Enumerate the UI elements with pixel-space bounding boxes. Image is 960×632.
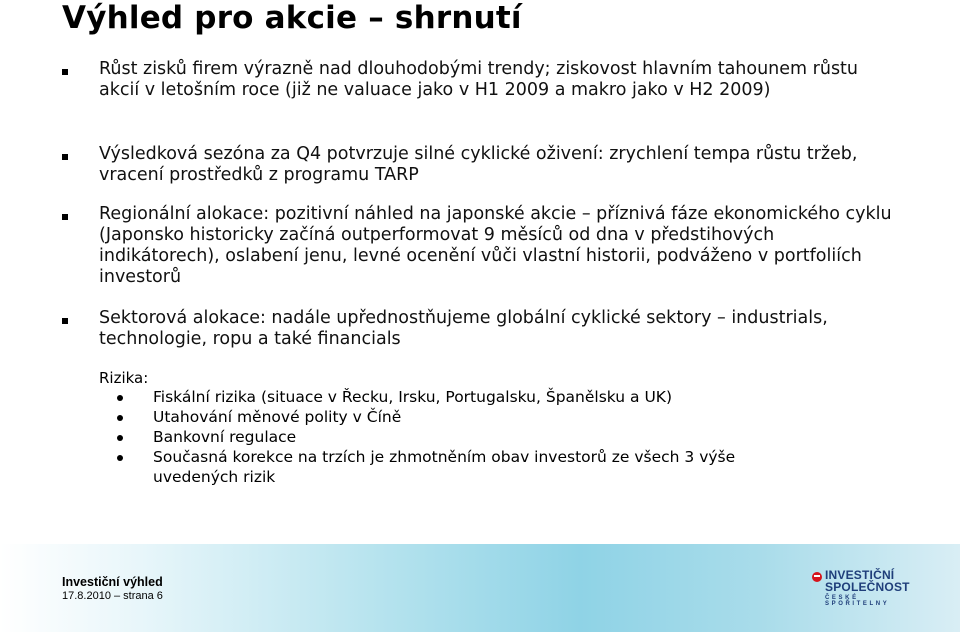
company-logo	[812, 567, 912, 607]
logo-mark-icon	[812, 572, 822, 582]
logo-text-line3: ČESKÉ SPOŘITELNY	[825, 595, 890, 607]
bullet-text: Sektorová alokace: nadále upřednostňujeme globální cyklické sektory – industrials, technologie, ropu a také financials	[99, 308, 828, 349]
footer-title: Investiční výhled	[62, 575, 163, 589]
logo-text-line1: INVESTIČNÍ	[825, 568, 895, 582]
risk-text: Současná korekce na trzích je zhmotněním obav investorů ze všech 3 výše uvedených rizik	[153, 448, 736, 486]
footer-date-page: 17.8.2010 – strana 6	[62, 590, 163, 602]
footer-band	[0, 544, 960, 632]
square-bullet-icon	[62, 154, 68, 160]
bullet-text: Výsledková sezóna za Q4 potvrzuje silné cyklické oživení: zrychlení tempa růstu tržeb, vracení prostředků z programu TARP	[99, 144, 858, 185]
square-bullet-icon	[62, 214, 68, 220]
slide-title: Výhled pro akcie – shrnutí	[62, 0, 522, 36]
square-bullet-icon	[62, 69, 68, 75]
round-bullet-icon	[117, 455, 123, 461]
bullet-text: Růst zisků firem výrazně nad dlouhodobými trendy; ziskovost hlavním tahounem růstu akcií v letošním roce (již ne valuace jako v H1 2009 a makro jako v H2 2009)	[99, 59, 859, 100]
risk-text: Fiskální rizika (situace v Řecku, Irsku, Portugalsku, Španělsku a UK)	[153, 388, 673, 406]
bullet-text: Regionální alokace: pozitivní náhled na japonské akcie – příznivá fáze ekonomického cyklu (Japonsko historicky začíná outperformovat 9 měsíců od dna v předstihových indikátorech), oslabení jenu, levné ocenění vůči vlastní historii, podváženo v portfoliích investorů	[99, 204, 892, 287]
round-bullet-icon	[117, 415, 123, 421]
risk-text: Utahování měnové polity v Číně	[153, 408, 402, 426]
square-bullet-icon	[62, 318, 68, 324]
logo-text-line2: SPOLEČNOST	[825, 580, 910, 594]
risk-text: Bankovní regulace	[153, 428, 297, 446]
risks-label: Rizika:	[99, 369, 149, 387]
risks-section	[99, 368, 859, 486]
round-bullet-icon	[117, 435, 123, 441]
round-bullet-icon	[117, 395, 123, 401]
